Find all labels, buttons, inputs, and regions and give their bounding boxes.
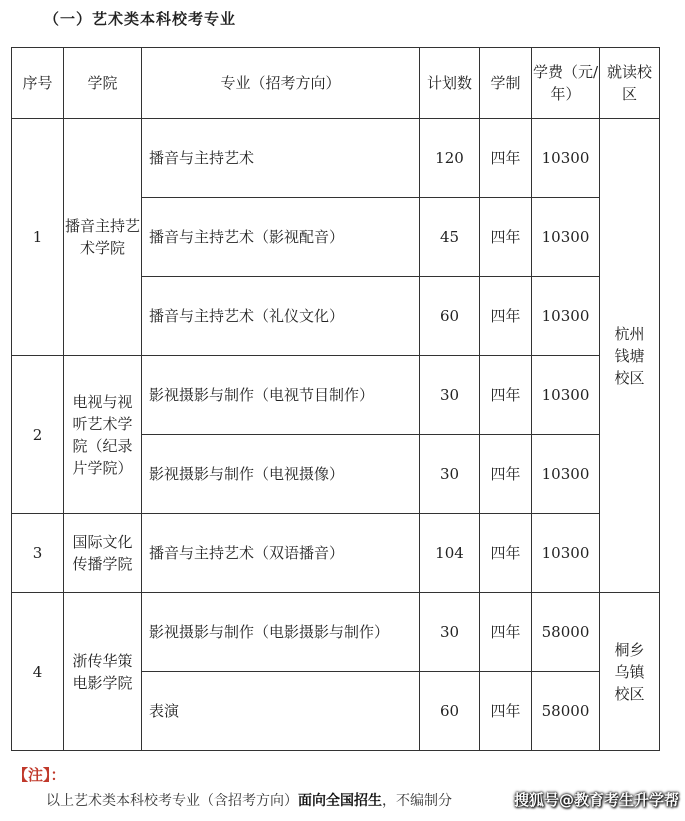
cell-duration: 四年 (480, 514, 532, 593)
cell-major: 播音与主持艺术（礼仪文化） (142, 277, 420, 356)
cell-plan: 30 (420, 593, 480, 672)
cell-fee: 10300 (532, 435, 600, 514)
cell-fee: 10300 (532, 198, 600, 277)
header-college: 学院 (64, 48, 142, 119)
cell-duration: 四年 (480, 672, 532, 751)
cell-fee: 10300 (532, 119, 600, 198)
cell-major: 影视摄影与制作（电视节目制作） (142, 356, 420, 435)
cell-fee: 10300 (532, 277, 600, 356)
cell-duration: 四年 (480, 593, 532, 672)
cell-campus: 杭州钱塘校区 (600, 119, 660, 593)
header-fee: 学费（元/年） (532, 48, 600, 119)
cell-seq: 2 (12, 356, 64, 514)
cell-fee: 10300 (532, 356, 600, 435)
cell-college: 浙传华策电影学院 (64, 593, 142, 751)
note-text (46, 790, 452, 810)
cell-fee: 10300 (532, 514, 600, 593)
cell-major: 表演 (142, 672, 420, 751)
cell-major: 播音与主持艺术（双语播音） (142, 514, 420, 593)
cell-plan: 120 (420, 119, 480, 198)
cell-seq: 4 (12, 593, 64, 751)
cell-fee: 58000 (532, 672, 600, 751)
cell-major: 播音与主持艺术 (142, 119, 420, 198)
cell-plan: 30 (420, 435, 480, 514)
note-text-before: 以上艺术类本科校考专业（含招考方向） (46, 793, 298, 809)
cell-plan: 45 (420, 198, 480, 277)
cell-major: 播音与主持艺术（影视配音） (142, 198, 420, 277)
table-row (12, 593, 660, 672)
header-major: 专业（招考方向） (142, 48, 420, 119)
cell-duration: 四年 (480, 435, 532, 514)
cell-duration: 四年 (480, 277, 532, 356)
cell-plan: 60 (420, 672, 480, 751)
note-label: 【注】： (13, 766, 66, 784)
watermark: 搜狐号@教育考生升学帮 (513, 791, 679, 809)
cell-plan: 30 (420, 356, 480, 435)
table-header-row (12, 48, 660, 119)
note-text-after: ，不编制分 (382, 793, 452, 809)
header-plan: 计划数 (420, 48, 480, 119)
cell-major: 影视摄影与制作（电视摄像） (142, 435, 420, 514)
cell-campus: 桐乡乌镇校区 (600, 593, 660, 751)
table-row (12, 356, 660, 435)
cell-seq: 1 (12, 119, 64, 356)
header-duration: 学制 (480, 48, 532, 119)
cell-college: 国际文化传播学院 (64, 514, 142, 593)
cell-college: 播音主持艺术学院 (64, 119, 142, 356)
cell-plan: 104 (420, 514, 480, 593)
table-row (12, 514, 660, 593)
cell-duration: 四年 (480, 198, 532, 277)
table-row (12, 119, 660, 198)
cell-college: 电视与视听艺术学院（纪录片学院） (64, 356, 142, 514)
cell-duration: 四年 (480, 119, 532, 198)
section-heading: （一）艺术类本科校考专业 (44, 10, 237, 28)
note-text-bold: 面向全国招生 (298, 793, 382, 809)
majors-table (11, 47, 660, 751)
header-seq: 序号 (12, 48, 64, 119)
cell-plan: 60 (420, 277, 480, 356)
cell-fee: 58000 (532, 593, 600, 672)
cell-seq: 3 (12, 514, 64, 593)
cell-duration: 四年 (480, 356, 532, 435)
header-campus: 就读校区 (600, 48, 660, 119)
cell-major: 影视摄影与制作（电影摄影与制作） (142, 593, 420, 672)
